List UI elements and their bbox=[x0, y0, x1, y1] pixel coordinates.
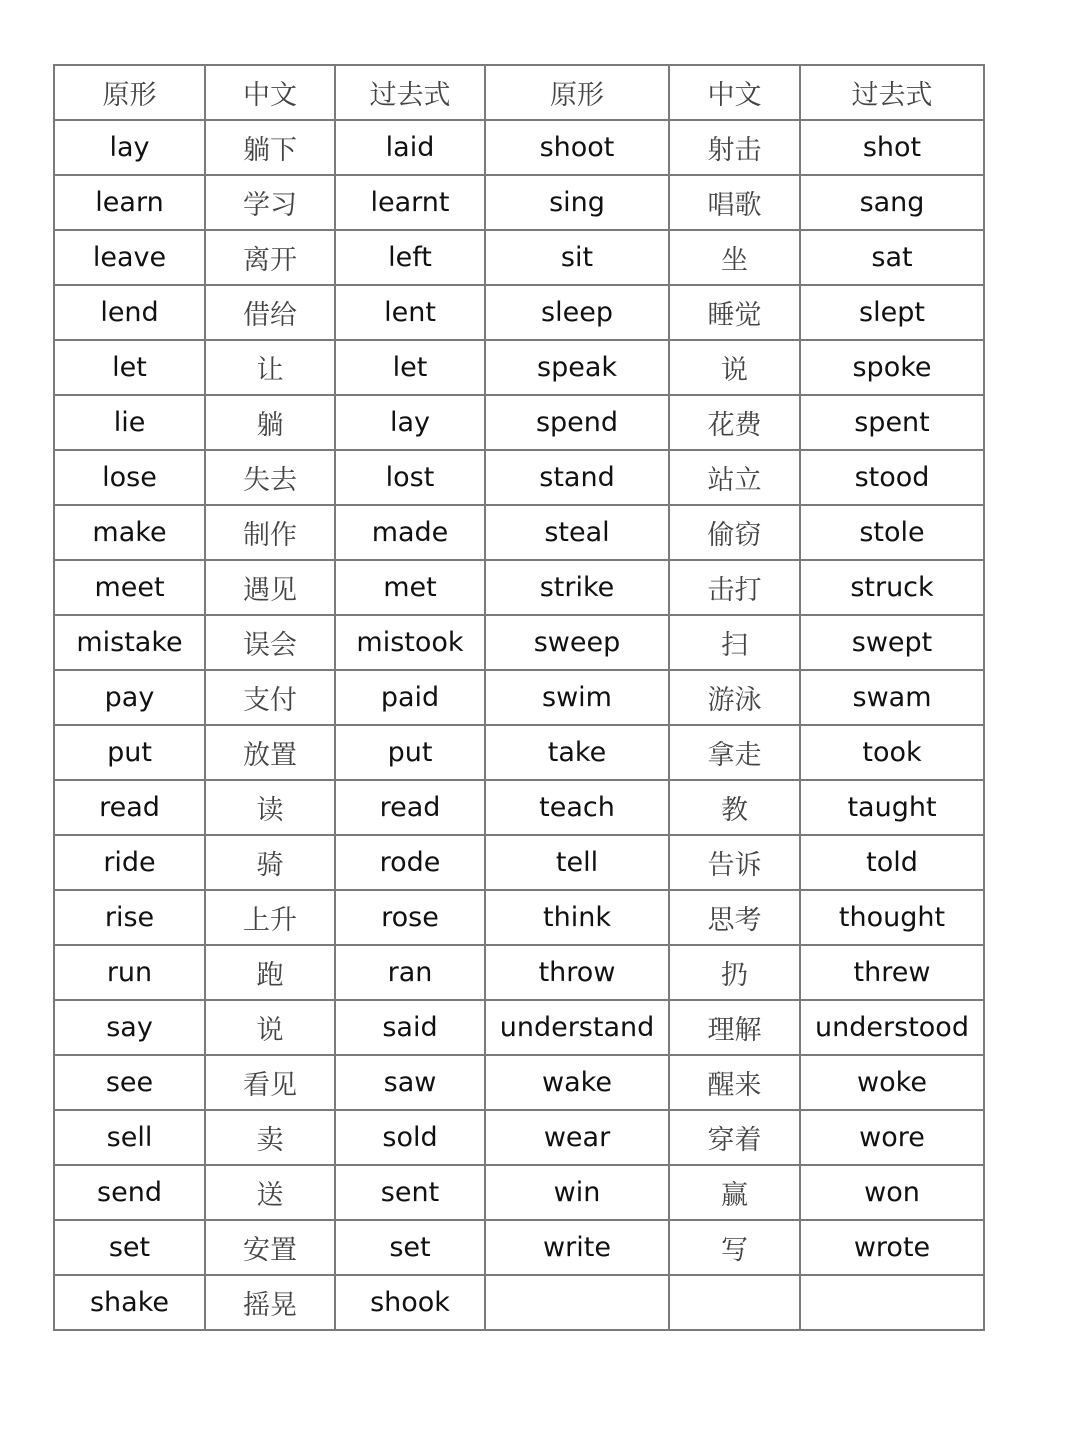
cell-base-form-1: pay bbox=[54, 670, 205, 725]
table-row bbox=[54, 230, 984, 285]
table-row bbox=[54, 725, 984, 780]
table-row bbox=[54, 615, 984, 670]
cell-past-tense-1: read bbox=[335, 780, 485, 835]
table-row bbox=[54, 780, 984, 835]
table-row bbox=[54, 560, 984, 615]
cell-chinese-1: 说 bbox=[205, 1000, 335, 1055]
header-base-form-2: 原形 bbox=[485, 65, 669, 120]
cell-chinese-1: 离开 bbox=[205, 230, 335, 285]
cell-chinese-2: 花费 bbox=[669, 395, 800, 450]
table-row bbox=[54, 175, 984, 230]
cell-past-tense-2: swept bbox=[800, 615, 984, 670]
cell-base-form-2: stand bbox=[485, 450, 669, 505]
cell-base-form-2: take bbox=[485, 725, 669, 780]
table-row bbox=[54, 505, 984, 560]
cell-chinese-1: 跑 bbox=[205, 945, 335, 1000]
cell-base-form-2: wear bbox=[485, 1110, 669, 1165]
cell-past-tense-2: wrote bbox=[800, 1220, 984, 1275]
cell-base-form-1: set bbox=[54, 1220, 205, 1275]
table-row bbox=[54, 1110, 984, 1165]
cell-base-form-2: strike bbox=[485, 560, 669, 615]
cell-base-form-1: sell bbox=[54, 1110, 205, 1165]
cell-past-tense-2: thought bbox=[800, 890, 984, 945]
cell-past-tense-1: learnt bbox=[335, 175, 485, 230]
table-row bbox=[54, 1000, 984, 1055]
cell-past-tense-1: laid bbox=[335, 120, 485, 175]
cell-base-form-2: understand bbox=[485, 1000, 669, 1055]
cell-chinese-1: 骑 bbox=[205, 835, 335, 890]
cell-base-form-1: make bbox=[54, 505, 205, 560]
cell-chinese-1: 摇晃 bbox=[205, 1275, 335, 1330]
cell-chinese-2: 游泳 bbox=[669, 670, 800, 725]
cell-chinese-2: 说 bbox=[669, 340, 800, 395]
cell-base-form-1: read bbox=[54, 780, 205, 835]
cell-chinese-2: 拿走 bbox=[669, 725, 800, 780]
cell-past-tense-1: let bbox=[335, 340, 485, 395]
cell-chinese-1: 误会 bbox=[205, 615, 335, 670]
cell-past-tense-1: ran bbox=[335, 945, 485, 1000]
cell-past-tense-2: spoke bbox=[800, 340, 984, 395]
cell-past-tense-1: saw bbox=[335, 1055, 485, 1110]
cell-base-form-1: mistake bbox=[54, 615, 205, 670]
cell-base-form-1: run bbox=[54, 945, 205, 1000]
cell-past-tense-1: rode bbox=[335, 835, 485, 890]
header-base-form-1: 原形 bbox=[54, 65, 205, 120]
cell-chinese-1: 制作 bbox=[205, 505, 335, 560]
cell-past-tense-2: struck bbox=[800, 560, 984, 615]
cell-chinese-1: 放置 bbox=[205, 725, 335, 780]
cell-chinese-2: 扔 bbox=[669, 945, 800, 1000]
cell-base-form-2: sweep bbox=[485, 615, 669, 670]
cell-base-form-1: meet bbox=[54, 560, 205, 615]
irregular-verbs-table bbox=[53, 64, 985, 1331]
cell-chinese-1: 支付 bbox=[205, 670, 335, 725]
cell-base-form-1: let bbox=[54, 340, 205, 395]
cell-past-tense-2: took bbox=[800, 725, 984, 780]
cell-past-tense-1: sent bbox=[335, 1165, 485, 1220]
cell-chinese-1: 安置 bbox=[205, 1220, 335, 1275]
cell-past-tense-1: paid bbox=[335, 670, 485, 725]
cell-past-tense-2: told bbox=[800, 835, 984, 890]
cell-chinese-2: 醒来 bbox=[669, 1055, 800, 1110]
cell-past-tense-1: lay bbox=[335, 395, 485, 450]
cell-chinese-1: 借给 bbox=[205, 285, 335, 340]
cell-chinese-2: 赢 bbox=[669, 1165, 800, 1220]
cell-past-tense-1: mistook bbox=[335, 615, 485, 670]
cell-base-form-1: put bbox=[54, 725, 205, 780]
header-chinese-1: 中文 bbox=[205, 65, 335, 120]
table-row bbox=[54, 670, 984, 725]
cell-chinese-2: 站立 bbox=[669, 450, 800, 505]
cell-chinese-1: 看见 bbox=[205, 1055, 335, 1110]
cell-chinese-2: 击打 bbox=[669, 560, 800, 615]
cell-base-form-2: speak bbox=[485, 340, 669, 395]
cell-base-form-2: wake bbox=[485, 1055, 669, 1110]
cell-chinese-2: 告诉 bbox=[669, 835, 800, 890]
cell-base-form-1: shake bbox=[54, 1275, 205, 1330]
cell-chinese-1: 遇见 bbox=[205, 560, 335, 615]
header-past-tense-2: 过去式 bbox=[800, 65, 984, 120]
table-row bbox=[54, 285, 984, 340]
cell-base-form-2: throw bbox=[485, 945, 669, 1000]
cell-past-tense-1: said bbox=[335, 1000, 485, 1055]
table-row bbox=[54, 395, 984, 450]
cell-past-tense-2: sat bbox=[800, 230, 984, 285]
cell-chinese-2: 射击 bbox=[669, 120, 800, 175]
cell-base-form-2: sit bbox=[485, 230, 669, 285]
cell-past-tense-2: swam bbox=[800, 670, 984, 725]
cell-past-tense-2: taught bbox=[800, 780, 984, 835]
cell-chinese-2: 唱歌 bbox=[669, 175, 800, 230]
cell-past-tense-1: set bbox=[335, 1220, 485, 1275]
cell-chinese-1: 送 bbox=[205, 1165, 335, 1220]
cell-past-tense-2: woke bbox=[800, 1055, 984, 1110]
cell-chinese-2: 扫 bbox=[669, 615, 800, 670]
cell-base-form-2 bbox=[485, 1275, 669, 1330]
cell-past-tense-2 bbox=[800, 1275, 984, 1330]
cell-base-form-2: steal bbox=[485, 505, 669, 560]
cell-chinese-2 bbox=[669, 1275, 800, 1330]
cell-past-tense-2: stole bbox=[800, 505, 984, 560]
cell-base-form-2: spend bbox=[485, 395, 669, 450]
cell-past-tense-1: sold bbox=[335, 1110, 485, 1165]
cell-base-form-2: win bbox=[485, 1165, 669, 1220]
cell-base-form-2: shoot bbox=[485, 120, 669, 175]
cell-base-form-1: lie bbox=[54, 395, 205, 450]
cell-past-tense-1: put bbox=[335, 725, 485, 780]
cell-base-form-2: sleep bbox=[485, 285, 669, 340]
cell-base-form-1: say bbox=[54, 1000, 205, 1055]
cell-chinese-1: 躺 bbox=[205, 395, 335, 450]
table-row bbox=[54, 120, 984, 175]
cell-chinese-1: 躺下 bbox=[205, 120, 335, 175]
cell-chinese-2: 写 bbox=[669, 1220, 800, 1275]
cell-base-form-2: write bbox=[485, 1220, 669, 1275]
table-row bbox=[54, 450, 984, 505]
cell-past-tense-2: spent bbox=[800, 395, 984, 450]
table-row bbox=[54, 1165, 984, 1220]
cell-past-tense-2: understood bbox=[800, 1000, 984, 1055]
cell-past-tense-2: stood bbox=[800, 450, 984, 505]
cell-chinese-2: 坐 bbox=[669, 230, 800, 285]
cell-base-form-2: teach bbox=[485, 780, 669, 835]
cell-chinese-2: 理解 bbox=[669, 1000, 800, 1055]
table-row bbox=[54, 1055, 984, 1110]
cell-base-form-1: lay bbox=[54, 120, 205, 175]
header-chinese-2: 中文 bbox=[669, 65, 800, 120]
table-row bbox=[54, 945, 984, 1000]
cell-base-form-2: swim bbox=[485, 670, 669, 725]
cell-base-form-1: lend bbox=[54, 285, 205, 340]
cell-chinese-2: 穿着 bbox=[669, 1110, 800, 1165]
cell-past-tense-1: shook bbox=[335, 1275, 485, 1330]
cell-chinese-1: 读 bbox=[205, 780, 335, 835]
cell-chinese-2: 睡觉 bbox=[669, 285, 800, 340]
table-row bbox=[54, 890, 984, 945]
cell-past-tense-2: won bbox=[800, 1165, 984, 1220]
cell-past-tense-1: made bbox=[335, 505, 485, 560]
cell-past-tense-1: lost bbox=[335, 450, 485, 505]
cell-chinese-2: 思考 bbox=[669, 890, 800, 945]
cell-past-tense-1: rose bbox=[335, 890, 485, 945]
cell-chinese-1: 上升 bbox=[205, 890, 335, 945]
cell-base-form-1: leave bbox=[54, 230, 205, 285]
cell-base-form-1: learn bbox=[54, 175, 205, 230]
cell-past-tense-2: wore bbox=[800, 1110, 984, 1165]
cell-past-tense-2: shot bbox=[800, 120, 984, 175]
cell-base-form-2: tell bbox=[485, 835, 669, 890]
table-row bbox=[54, 340, 984, 395]
cell-base-form-1: ride bbox=[54, 835, 205, 890]
cell-chinese-1: 失去 bbox=[205, 450, 335, 505]
cell-base-form-2: think bbox=[485, 890, 669, 945]
cell-base-form-1: see bbox=[54, 1055, 205, 1110]
cell-chinese-1: 学习 bbox=[205, 175, 335, 230]
cell-base-form-1: send bbox=[54, 1165, 205, 1220]
cell-past-tense-2: sang bbox=[800, 175, 984, 230]
cell-chinese-2: 偷窃 bbox=[669, 505, 800, 560]
cell-base-form-1: lose bbox=[54, 450, 205, 505]
cell-base-form-1: rise bbox=[54, 890, 205, 945]
table-row bbox=[54, 835, 984, 890]
header-row bbox=[54, 65, 984, 120]
header-past-tense-1: 过去式 bbox=[335, 65, 485, 120]
table-row bbox=[54, 1275, 984, 1330]
cell-past-tense-1: lent bbox=[335, 285, 485, 340]
cell-chinese-1: 让 bbox=[205, 340, 335, 395]
cell-past-tense-1: left bbox=[335, 230, 485, 285]
table-body bbox=[54, 120, 984, 1330]
cell-base-form-2: sing bbox=[485, 175, 669, 230]
cell-chinese-1: 卖 bbox=[205, 1110, 335, 1165]
cell-past-tense-2: threw bbox=[800, 945, 984, 1000]
cell-past-tense-2: slept bbox=[800, 285, 984, 340]
cell-chinese-2: 教 bbox=[669, 780, 800, 835]
cell-past-tense-1: met bbox=[335, 560, 485, 615]
table-row bbox=[54, 1220, 984, 1275]
